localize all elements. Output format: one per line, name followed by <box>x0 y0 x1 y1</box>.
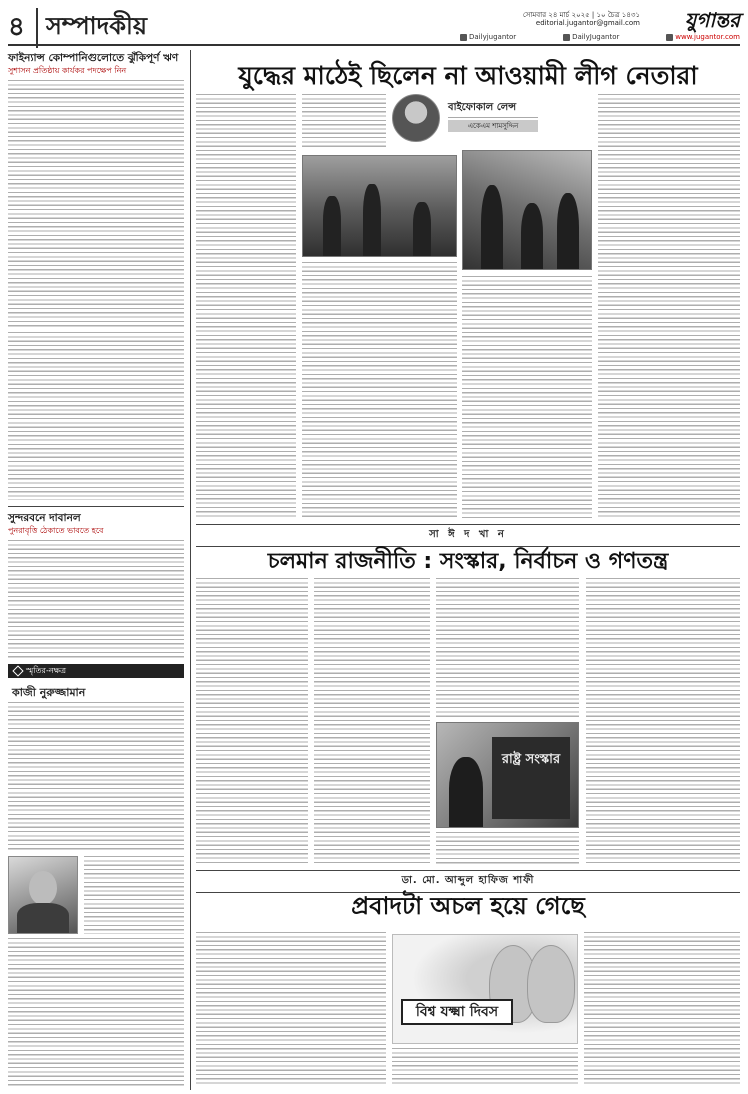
soldier-figure <box>323 196 341 256</box>
soldier-figure <box>557 193 579 269</box>
diamond-icon <box>12 665 23 676</box>
reform-board-photo <box>436 722 579 828</box>
facebook-icon <box>460 34 467 41</box>
special-body <box>8 702 184 852</box>
sec3-body-col1 <box>196 932 386 1086</box>
facebook-link[interactable] <box>460 33 516 41</box>
email-address[interactable]: editorial.jugantor@gmail.com <box>535 19 640 27</box>
website-link[interactable] <box>666 33 740 41</box>
tb-day-label: বিশ্ব যক্ষ্মা দিবস <box>401 999 513 1025</box>
columnist-photo <box>392 94 440 142</box>
sec2-body-col2 <box>314 578 430 864</box>
sec2-body-col3-cont <box>436 832 579 864</box>
war-photo-right <box>462 150 592 270</box>
special-tag-label: স্মৃতির-নক্ষত্র <box>26 665 66 675</box>
article1-headline: ফাইন্যান্স কোম্পানিগুলোতে ঝুঁকিপূর্ণ ঋণ <box>8 52 179 64</box>
newspaper-logo: যুগান্তর <box>684 8 740 32</box>
sec2-body-col3 <box>436 578 579 718</box>
section2-headline: চলমান রাজনীতি : সংস্কার, নির্বাচন ও গণতন্ত্র <box>267 549 669 574</box>
divider <box>8 506 184 507</box>
column-name: বাইফোকাল লেন্স <box>448 100 538 118</box>
special-author: কাজী নুরুজ্জামান <box>12 686 86 699</box>
x-link[interactable] <box>563 33 619 41</box>
section3-headline: প্রবাদটা অচল হয়ে গেছে <box>351 892 585 920</box>
reform-board <box>492 737 570 819</box>
x-icon <box>563 34 570 41</box>
author-portrait <box>8 856 78 934</box>
left-column <box>8 50 184 1090</box>
sec3-body-col3 <box>584 932 740 1086</box>
article2-headline: সুন্দরবনে দাবানল <box>8 512 81 524</box>
section2-author: সা ঈ দ খা ন <box>196 524 740 547</box>
soldier-figure <box>413 202 431 256</box>
article1-body <box>8 80 184 328</box>
soldier-figure <box>481 185 503 269</box>
war-photo-left <box>302 155 457 257</box>
globe-icon <box>666 34 673 41</box>
main-body-col1 <box>196 94 296 518</box>
columnist-name: একেএম শামসুদ্দিন <box>448 120 538 132</box>
article1-subhead: সুশাসন প্রতিষ্ঠায় কার্যকর পদক্ষেপ নিন <box>8 66 127 75</box>
main-body-col2-top <box>302 94 386 150</box>
main-body-col4 <box>598 94 740 518</box>
portrait-face <box>29 871 56 905</box>
portrait-body <box>17 903 69 933</box>
special-tag <box>8 664 184 678</box>
main-body-col3 <box>462 276 592 518</box>
main-body-col2 <box>302 262 457 518</box>
page-number: ৪ <box>8 12 25 42</box>
sec2-body-col4 <box>586 578 740 864</box>
facebook-handle: Dailyjugantor <box>469 33 517 41</box>
sec2-body-col1 <box>196 578 308 864</box>
sec3-body-col2 <box>392 1048 578 1086</box>
special-body-side <box>84 856 184 934</box>
article1-body-cont <box>8 332 184 500</box>
soldier-figure <box>363 184 381 256</box>
tb-day-graphic <box>392 934 578 1044</box>
column-rule <box>190 50 191 1090</box>
special-body-cont <box>8 938 184 1086</box>
section-title: সম্পাদকীয় <box>36 8 147 48</box>
website-url: www.jugantor.com <box>675 33 740 41</box>
section3-author: ডা. মো. আব্দুল হাফিজ শাফী <box>196 870 740 893</box>
lung-right-icon <box>527 945 575 1023</box>
article2-subhead: পুনরাবৃত্তি ঠেকাতে ভাবতে হবে <box>8 526 104 535</box>
social-links <box>460 33 740 41</box>
article2-body <box>8 540 184 658</box>
soldier-figure <box>521 203 543 269</box>
x-handle: DailyJugantor <box>572 33 620 41</box>
person-figure <box>449 757 483 827</box>
date-line: সোমবার ২৪ মার্চ ২০২৫ | ১০ চৈত্র ১৪৩১ <box>522 11 640 19</box>
masthead <box>8 6 740 46</box>
board-text: রাষ্ট্র সংস্কার <box>501 752 561 767</box>
main-headline: যুদ্ধের মাঠেই ছিলেন না আওয়ামী লীগ নেতারা <box>238 61 698 90</box>
